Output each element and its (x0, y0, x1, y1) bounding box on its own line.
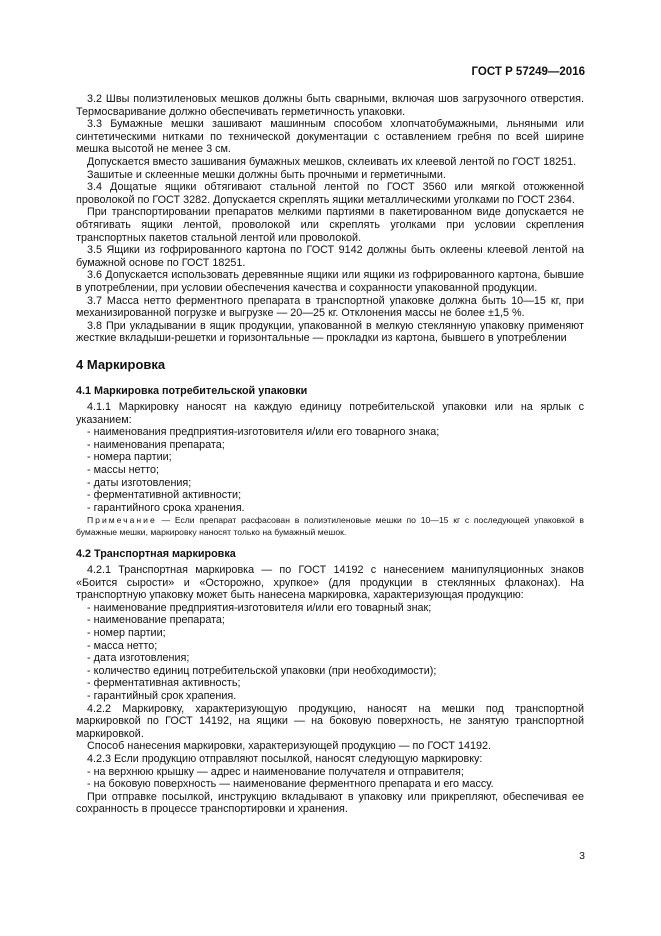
paragraph-parcel-instruction: При отправке посылкой, инструкцию вкладывают в упаковку или прикрепляют, обеспечивая ее сохранность в процессе транспортировки и хранения. (76, 790, 584, 816)
document-id-header: ГОСТ Р 57249—2016 (471, 66, 585, 78)
page-content (76, 93, 584, 816)
note-text: — Если препарат расфасован в полиэтиленовые мешки по 10—15 кг с последующей упаковкой в бумажные мешки, маркировку наносят только на бумажный мешок. (76, 515, 584, 538)
list-item: - номер партии; (87, 626, 166, 639)
list-item: - гарантийный срок храпения. (87, 689, 237, 702)
list-item: - даты изготовления; (87, 476, 192, 489)
list-item: - количество единиц потребительской упаковки (при необходимости); (87, 664, 437, 677)
paragraph-4-1-1: 4.1.1 Маркировку наносят на каждую единицу потребительской упаковки или на ярлык с указанием: (76, 401, 584, 426)
paragraph-3-4-transport: При транспортировании препаратов мелкими партиями в пакетированном виде допускается не обтягивать ящики лентой, проволокой или скреплять уголками при условии скрепления транспортных пакетов стальной лентой или проволокой. (76, 206, 584, 244)
list-item: - наименование предприятия-изготовителя и/или его товарный знак; (87, 601, 432, 614)
paragraph-3-3-strength: Зашитые и склеенные мешки должны быть прочными и герметичными. (87, 168, 446, 181)
list-item: - ферментативной активности; (87, 489, 242, 502)
list-item: - наименования препарата; (87, 438, 225, 451)
paragraph-4-2-2: 4.2.2 Маркировку, характеризующую продукцию, наносят на мешки под транспортной маркировкой по ГОСТ 14192, на ящики — на боковую поверхность, не занятую транспортной маркировкой. (76, 702, 584, 740)
list-item: - дата изготовления; (87, 652, 190, 665)
list-item: - ферментативная активность; (87, 677, 241, 690)
list-item: - наименование препарата; (87, 614, 225, 627)
list-item: - наименования предприятия-изготовителя и/или его товарного знака; (87, 426, 440, 439)
paragraph-3-6: 3.6 Допускается использовать деревянные ящики или ящики из гофрированного картона, бывшие в употреблении, при условии обеспечения качества и сохранности упакованной продукции. (76, 269, 584, 294)
list-item: - гарантийного срока хранения. (87, 501, 245, 514)
paragraph-4-2-1: 4.2.1 Транспортная маркировка — по ГОСТ 14192 с нанесением манипуляционных знаков «Боится сырости» и «Осторожно, хрупкое» (для продукции в стеклянных флаконах). На транспортную упаковку может быть нанесена маркировка, характеризующая продукцию: (76, 564, 584, 602)
page-number: 3 (579, 850, 585, 862)
section-4-heading: 4 Маркировка (76, 356, 166, 372)
note-label: Примечание (87, 515, 157, 526)
subsection-4-1-heading: 4.1 Маркировка потребительской упаковки (76, 385, 308, 398)
paragraph-4-2-2-method: Способ нанесения маркировки, характеризующей продукцию — по ГОСТ 14192. (87, 740, 492, 753)
paragraph-3-7: 3.7 Масса нетто ферментного препарата в транспортной упаковке должна быть 10—15 кг, при механизированной погрузке и выгрузке — 20—25 кг. Отклонения массы не более ±1,5 %. (76, 294, 584, 320)
list-item: - массы нетто; (87, 464, 159, 477)
subsection-4-2-heading: 4.2 Транспортная маркировка (76, 548, 236, 561)
paragraph-3-8: 3.8 При укладывании в ящик продукции, упакованной в мелкую стеклянную упаковку применяют жесткие вкладыши-решетки и горизонтальные — прокладки из картона, бывшего в употреблении (76, 319, 584, 345)
paragraph-3-3: 3.3 Бумажные мешки зашивают машинным способом хлопчатобумажными, льняными или синтетическими нитками по технической документации с оставлением гребня по всей ширине мешка высотой не менее 3 см. (76, 118, 584, 156)
list-item: - номера партии; (87, 451, 172, 464)
list-item: - на боковую поверхность — наименование ферментного препарата и его массу. (87, 778, 494, 791)
paragraph-3-5: 3.5 Ящики из гофрированного картона по ГОСТ 9142 должны быть оклеены клеевой лентой на бумажной основе по ГОСТ 18251. (76, 244, 584, 269)
paragraph-3-4: 3.4 Дощатые ящики обтягивают стальной лентой по ГОСТ 3560 или мягкой отожженной проволокой по ГОСТ 3282. Допускается скреплять ящики металлическими уголками по ГОСТ 2364. (76, 181, 584, 206)
paragraph-4-2-3: 4.2.3 Если продукцию отправляют посылкой, наносят следующую маркировку: (87, 752, 483, 765)
paragraph-3-3-glue: Допускается вместо зашивания бумажных мешков, склеивать их клеевой лентой по ГОСТ 18251. (87, 155, 577, 168)
note (76, 514, 584, 538)
paragraph-3-2: 3.2 Швы полиэтиленовых мешков должны быть сварными, включая шов загрузочного отверстия. Термосваривание должно обеспечивать герметичность упаковки. (76, 93, 584, 118)
list-item: - на верхнюю крышку — адрес и наименование получателя и отправителя; (87, 765, 464, 778)
list-item: - масса нетто; (87, 639, 158, 652)
